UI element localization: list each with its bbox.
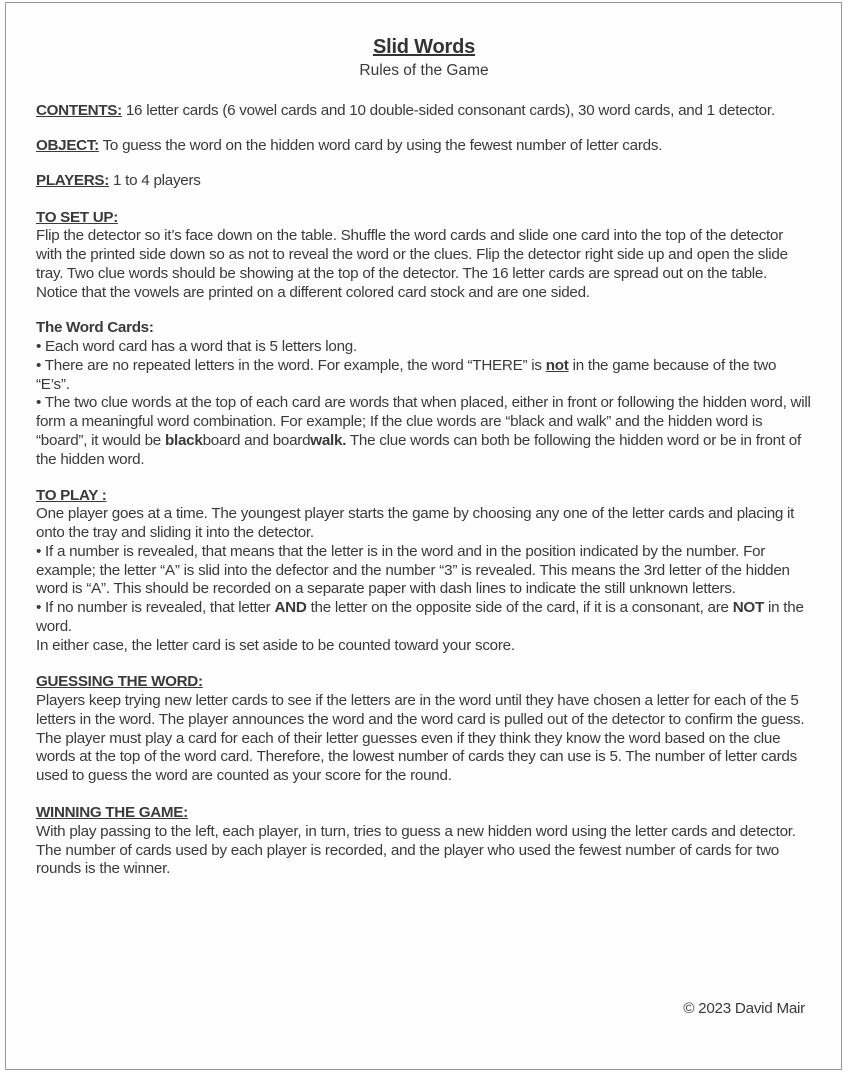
section-contents [36,102,812,121]
copyright-notice: © 2023 David Mair [683,1000,805,1017]
to-play-bullet-2-text-c: in the word. [36,599,804,635]
page-subtitle: Rules of the Game [359,62,489,79]
word-cards-bullet-3 [36,394,812,469]
to-play-emphasis-and: AND [274,599,307,617]
bullet-2-text-b: in the game because of the two “E’s”. [36,356,777,393]
players-heading: PLAYERS: [36,171,109,189]
set-up-body: Flip the detector so it’s face down on the table. Shuffle the word cards and slide one card into the top of the detector with the printed side down so as not to reveal the word or the clues. Flip the detector right side up and open the slide tray. Two clue words should be showing at the top of the detector. The 16 letter cards are spread out on the table. Notice that the vowels are printed on a different colored card stock and are one sided. [36,227,788,301]
page-content [36,3,812,1069]
set-up-heading: TO SET UP: [36,208,118,226]
players-body: 1 to 4 players [109,171,201,189]
contents-body: 16 letter cards (6 vowel cards and 10 double-sided consonant cards), 30 word cards, and 1 detector. [121,102,775,120]
bullet-3-text-a: • The two clue words at the top of each card are words that when placed, either in front or following the hidden word, will form a meaningful word combination. For example; If the clue words are “black and walk” and the hidden word is “board”, it would be [36,394,811,449]
to-play-intro: One player goes at a time. The youngest player starts the game by choosing any one of the letter cards and placing it onto the tray and sliding it into the detector. [36,505,795,542]
bullet-3-emphasis-walk: walk. [310,431,347,449]
to-play-bullet-2-text-a: • If no number is revealed, that letter [36,599,275,617]
bullet-3-emphasis-black: black [164,431,203,449]
section-to-play [36,487,812,656]
contents-heading: CONTENTS: [36,102,122,120]
word-cards-bullet-2 [36,357,812,395]
section-object [36,137,812,156]
to-play-bullet-2-text-b: the letter on the opposite side of the card, if it is a consonant, are [306,599,733,617]
bullet-3-text-c: The clue words can both be following the hidden word or be in front of the hidden word. [36,431,801,468]
object-heading: OBJECT: [36,137,99,155]
rules-page [5,2,842,1070]
section-winning-the-game [36,804,812,879]
section-players [36,172,812,191]
word-cards-bullet-1: • Each word card has a word that is 5 letters long. [36,338,357,356]
to-play-emphasis-not: NOT [732,599,765,617]
bullet-3-text-b: board and board [202,431,311,449]
section-word-cards [36,319,812,469]
to-play-bullet-2 [36,599,812,637]
to-play-heading: TO PLAY : [36,486,107,504]
title-block [36,36,812,82]
section-guessing-the-word [36,673,812,786]
page-title: Slid Words [372,36,476,58]
object-body: To guess the word on the hidden word card by using the fewest number of letter cards. [98,137,663,155]
to-play-closing: In either case, the letter card is set aside to be counted toward your score. [36,636,515,654]
winning-heading: WINNING THE GAME: [36,803,188,821]
bullet-2-emphasis-not: not [545,356,569,374]
guessing-body: Players keep trying new letter cards to see if the letters are in the word until they have chosen a letter for each of the 5 letters in the word. The player announces the word and the word card is pulled out of the detector to confirm the guess. The player must play a card for each of their letter guesses even if they think they know the word based on the clue words at the top of the word card. Therefore, the lowest number of cards they can use is 5. The number of letter cards used to guess the word are counted as your score for the round. [36,692,805,785]
word-cards-heading: The Word Cards: [36,319,154,337]
to-play-bullet-1: • If a number is revealed, that means that the letter is in the word and in the position indicated by the number. For example; the letter “A” is slid into the defector and the number “3” is revealed. This means the 3rd letter of the hidden word is “A”. This should be recorded on a separate paper with dash lines to indicate the still unknown letters. [36,542,790,598]
winning-body: With play passing to the left, each player, in turn, tries to guess a new hidden word using the letter cards and detector. The number of cards used by each player is recorded, and the player who used the fewest number of cards for two rounds is the winner. [36,822,796,878]
section-set-up [36,209,812,303]
bullet-2-text-a: • There are no repeated letters in the word. For example, the word “THERE” is [36,356,546,374]
guessing-heading: GUESSING THE WORD: [36,673,203,691]
